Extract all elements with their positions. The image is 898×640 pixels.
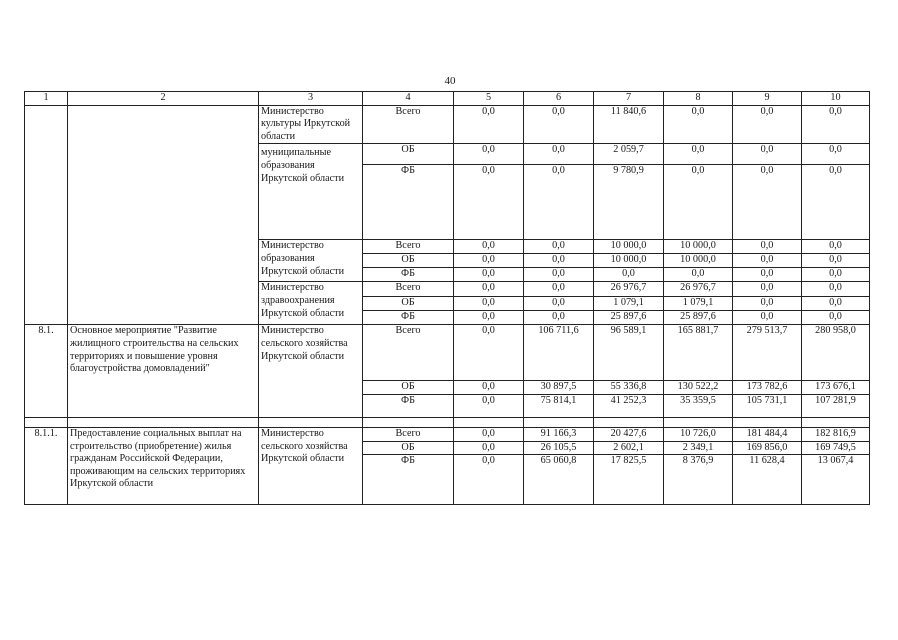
funding-source: Всего [363, 427, 454, 441]
executor-name: Министерство здравоохранения Иркутской области [259, 282, 363, 325]
column-number-2: 2 [68, 92, 259, 106]
value-v10: 107 281,9 [802, 394, 870, 417]
section-number [25, 105, 68, 325]
executor-name: Министерство сельского хозяйства Иркутской области [259, 427, 363, 504]
value-v10: 0,0 [802, 105, 870, 144]
spacer-cell [363, 417, 454, 427]
section-number: 8.1. [25, 325, 68, 418]
value-v6: 0,0 [524, 144, 594, 165]
page-number: 40 [444, 75, 456, 87]
value-v9: 105 731,1 [733, 394, 802, 417]
value-v10: 0,0 [802, 268, 870, 282]
column-number-4: 4 [363, 92, 454, 106]
value-v6: 0,0 [524, 240, 594, 254]
section-title: Основное мероприятие "Развитие жилищного строительства на сельских территориях и повышение уровня благоустройства домовладений" [68, 325, 259, 418]
funding-source: Всего [363, 282, 454, 297]
value-v8: 0,0 [664, 144, 733, 165]
value-v5: 0,0 [454, 394, 524, 417]
value-v5: 0,0 [454, 325, 524, 381]
value-v10: 13 067,4 [802, 455, 870, 505]
value-v8: 2 349,1 [664, 441, 733, 455]
section-title [68, 105, 259, 325]
value-v7: 96 589,1 [594, 325, 664, 381]
executor-name: муниципальные образования Иркутской области [261, 147, 345, 184]
funding-source: ФБ [363, 394, 454, 417]
value-v5: 0,0 [454, 144, 524, 165]
value-v10: 0,0 [802, 297, 870, 311]
value-v7: 10 000,0 [594, 254, 664, 268]
value-v8: 8 376,9 [664, 455, 733, 505]
table-row [25, 105, 870, 144]
value-v8: 25 897,6 [664, 311, 733, 325]
spacer-cell [524, 417, 594, 427]
value-v7: 10 000,0 [594, 240, 664, 254]
value-v6: 106 711,6 [524, 325, 594, 381]
value-v9: 279 513,7 [733, 325, 802, 381]
value-v9: 0,0 [733, 297, 802, 311]
value-v9: 0,0 [733, 144, 802, 165]
budget-table [24, 91, 870, 505]
value-v7: 0,0 [594, 268, 664, 282]
value-v8: 0,0 [664, 105, 733, 144]
value-v5: 0,0 [454, 105, 524, 144]
value-v7: 11 840,6 [594, 105, 664, 144]
executor-cell [259, 144, 363, 240]
value-v9: 0,0 [733, 165, 802, 240]
value-v10: 0,0 [802, 144, 870, 165]
value-v9: 181 484,4 [733, 427, 802, 441]
funding-source: Всего [363, 105, 454, 144]
value-v8: 130 522,2 [664, 381, 733, 395]
value-v6: 0,0 [524, 105, 594, 144]
value-v8: 35 359,5 [664, 394, 733, 417]
value-v5: 0,0 [454, 441, 524, 455]
column-number-8: 8 [664, 92, 733, 106]
spacer-cell [594, 417, 664, 427]
spacer-cell [259, 417, 363, 427]
funding-source: Всего [363, 240, 454, 254]
column-number-6: 6 [524, 92, 594, 106]
column-number-5: 5 [454, 92, 524, 106]
value-v10: 182 816,9 [802, 427, 870, 441]
value-v5: 0,0 [454, 297, 524, 311]
funding-source: ФБ [363, 455, 454, 505]
value-v7: 2 059,7 [594, 144, 664, 165]
column-number-9: 9 [733, 92, 802, 106]
value-v9: 0,0 [733, 254, 802, 268]
column-number-3: 3 [259, 92, 363, 106]
value-v5: 0,0 [454, 282, 524, 297]
table-row [25, 325, 870, 381]
table-row [25, 427, 870, 441]
value-v8: 26 976,7 [664, 282, 733, 297]
funding-source: Всего [363, 325, 454, 381]
value-v6: 65 060,8 [524, 455, 594, 505]
column-number-1: 1 [25, 92, 68, 106]
value-v6: 26 105,5 [524, 441, 594, 455]
spacer-cell [802, 417, 870, 427]
value-v7: 55 336,8 [594, 381, 664, 395]
funding-source: ФБ [363, 268, 454, 282]
value-v5: 0,0 [454, 455, 524, 505]
value-v9: 0,0 [733, 282, 802, 297]
value-v7: 2 602,1 [594, 441, 664, 455]
value-v8: 0,0 [664, 268, 733, 282]
value-v9: 0,0 [733, 105, 802, 144]
value-v5: 0,0 [454, 254, 524, 268]
value-v6: 0,0 [524, 282, 594, 297]
value-v8: 10 000,0 [664, 254, 733, 268]
column-number-10: 10 [802, 92, 870, 106]
spacer-cell [733, 417, 802, 427]
column-number-7: 7 [594, 92, 664, 106]
value-v9: 169 856,0 [733, 441, 802, 455]
value-v9: 173 782,6 [733, 381, 802, 395]
value-v10: 0,0 [802, 282, 870, 297]
executor-name: Министерство сельского хозяйства Иркутской области [259, 325, 363, 418]
spacer-cell [454, 417, 524, 427]
value-v7: 9 780,9 [594, 165, 664, 240]
funding-source: ОБ [363, 254, 454, 268]
value-v7: 20 427,6 [594, 427, 664, 441]
value-v10: 0,0 [802, 165, 870, 240]
value-v7: 41 252,3 [594, 394, 664, 417]
value-v6: 0,0 [524, 254, 594, 268]
value-v9: 11 628,4 [733, 455, 802, 505]
funding-source: ОБ [363, 297, 454, 311]
value-v6: 75 814,1 [524, 394, 594, 417]
funding-source: ФБ [363, 311, 454, 325]
value-v9: 0,0 [733, 311, 802, 325]
value-v10: 169 749,5 [802, 441, 870, 455]
value-v6: 30 897,5 [524, 381, 594, 395]
value-v10: 173 676,1 [802, 381, 870, 395]
value-v7: 25 897,6 [594, 311, 664, 325]
spacer-cell [68, 417, 259, 427]
spacer-cell [25, 417, 68, 427]
executor-name: Министерство культуры Иркутской области [259, 105, 363, 144]
section-number: 8.1.1. [25, 427, 68, 504]
value-v8: 165 881,7 [664, 325, 733, 381]
value-v8: 10 726,0 [664, 427, 733, 441]
value-v10: 0,0 [802, 311, 870, 325]
funding-source: ОБ [363, 441, 454, 455]
value-v8: 0,0 [664, 165, 733, 240]
value-v10: 280 958,0 [802, 325, 870, 381]
value-v6: 0,0 [524, 268, 594, 282]
funding-source: ОБ [363, 381, 454, 395]
value-v9: 0,0 [733, 268, 802, 282]
value-v10: 0,0 [802, 254, 870, 268]
value-v6: 0,0 [524, 311, 594, 325]
value-v8: 1 079,1 [664, 297, 733, 311]
value-v5: 0,0 [454, 268, 524, 282]
spacer-cell [664, 417, 733, 427]
value-v7: 17 825,5 [594, 455, 664, 505]
executor-name: Министерство образования Иркутской области [259, 240, 363, 282]
value-v9: 0,0 [733, 240, 802, 254]
value-v7: 1 079,1 [594, 297, 664, 311]
spacer-row [25, 417, 870, 427]
value-v5: 0,0 [454, 165, 524, 240]
value-v6: 91 166,3 [524, 427, 594, 441]
section-title: Предоставление социальных выплат на строительство (приобретение) жилья гражданам Российской Федерации, проживающим на сельских территориях Иркутской области [68, 427, 259, 504]
value-v7: 26 976,7 [594, 282, 664, 297]
column-number-row [25, 92, 870, 106]
value-v10: 0,0 [802, 240, 870, 254]
value-v5: 0,0 [454, 311, 524, 325]
value-v6: 0,0 [524, 297, 594, 311]
value-v5: 0,0 [454, 427, 524, 441]
value-v5: 0,0 [454, 240, 524, 254]
value-v6: 0,0 [524, 165, 594, 240]
value-v5: 0,0 [454, 381, 524, 395]
funding-source: ФБ [363, 165, 454, 240]
funding-source: ОБ [363, 144, 454, 165]
value-v8: 10 000,0 [664, 240, 733, 254]
